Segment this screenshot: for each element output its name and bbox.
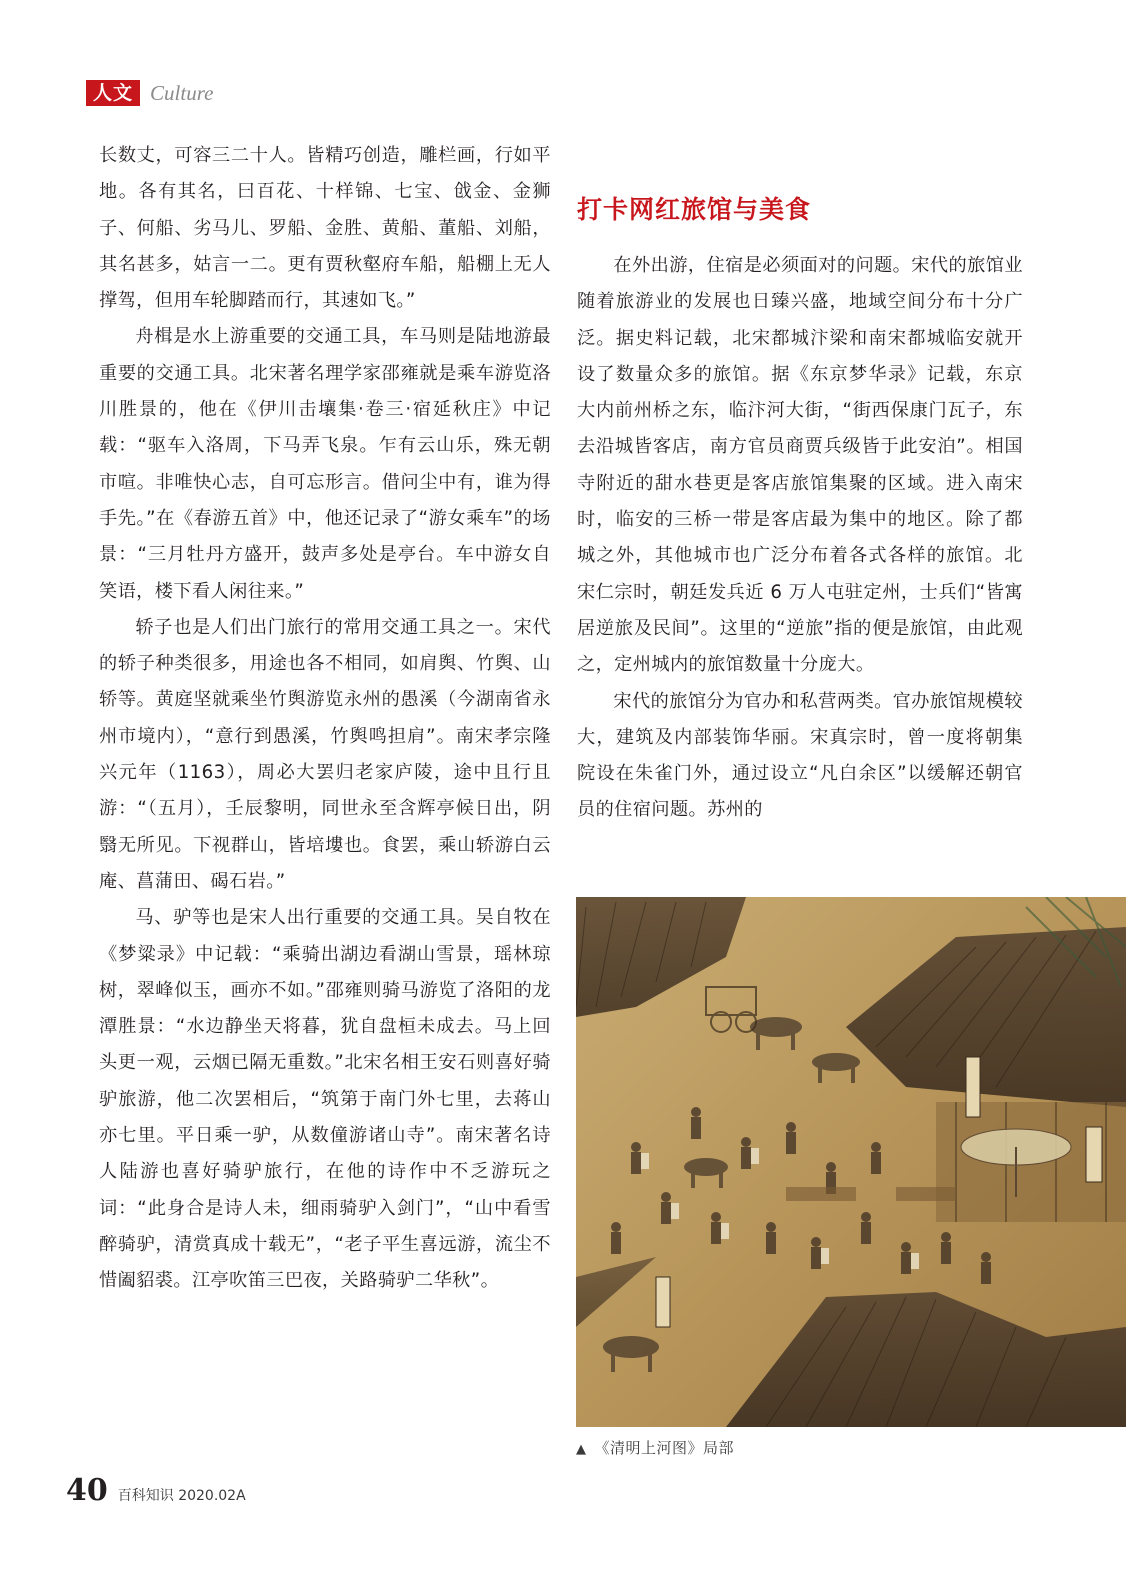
page-footer: [66, 1473, 246, 1508]
right-column: [577, 248, 1023, 829]
section-heading: 打卡网红旅馆与美食: [577, 195, 812, 224]
paragraph: 马、驴等也是宋人出行重要的交通工具。吴自牧在《梦粱录》中记载：“乘骑出湖边看湖山雪景，瑶林琼树，翠峰似玉，画亦不如。”邵雍则骑马游览了洛阳的龙潭胜景：“水边静坐天将暮，犹自盘桓未成去。马上回头更一观，云烟已隔无重数。”北宋名相王安石则喜好骑驴旅游，他二次罢相后，“筑第于南门外七里，去蒋山亦七里。平日乘一驴，从数僮游诸山寺”。南宋著名诗人陆游也喜好骑驴旅行，在他的诗作中不乏游玩之词：“此身合是诗人未，细雨骑驴入剑门”，“山中看雪醉骑驴，清赏真成十载无”，“老子平生喜远游，流尘不惜阖貂裘。江亭吹笛三巴夜，关路骑驴二华秋”。: [99, 907, 551, 1292]
section-label-cn: 人文: [86, 80, 140, 106]
paragraph: 舟楫是水上游重要的交通工具，车马则是陆地游最重要的交通工具。北宋著名理学家邵雍就是乘车游览洛川胜景的，他在《伊川击壤集·卷三·宿延秋庄》中记载：“驱车入洛周，下马弄飞泉。乍有云山乐，殊无朝市喧。非唯快心志，自可忘形言。借问尘中有，谁为得手先。”在《春游五首》中，他还记录了“游女乘车”的场景：“三月牡丹方盛开，鼓声多处是亭台。车中游女自笑语，楼下看人闲往来。”: [99, 326, 551, 602]
paragraph: 宋代的旅馆分为官办和私营两类。官办旅馆规模较大，建筑及内部装饰华丽。宋真宗时，曾一度将朝集院设在朱雀门外，通过设立“凡白余区”以缓解还朝官员的住宿问题。苏州的: [577, 690, 1023, 821]
left-column: [99, 138, 551, 1300]
paragraph: 在外出游，住宿是必须面对的问题。宋代的旅馆业随着旅游业的发展也日臻兴盛，地域空间分布十分广泛。据史料记载，北宋都城汴梁和南宋都城临安就开设了数量众多的旅馆。据《东京梦华录》记载，东京大内前州桥之东，临汴河大街，“街西保康门瓦子，东去沿城皆客店，南方官员商贾兵级皆于此安泊”。相国寺附近的甜水巷更是客店旅馆集聚的区域。进入南宋时，临安的三桥一带是客店最为集中的地区。除了都城之外，其他城市也广泛分布着各式各样的旅馆。北宋仁宗时，朝廷发兵近 6 万人屯驻定州，士兵们“皆寓居逆旅及民间”。这里的“逆旅”指的便是旅馆，由此观之，定州城内的旅馆数量十分庞大。: [577, 255, 1023, 676]
magazine-issue: 百科知识 2020.02A: [117, 1488, 246, 1504]
triangle-marker-icon: ▲: [576, 1442, 587, 1457]
page-number: 40: [66, 1473, 108, 1508]
caption-text: 《清明上河图》局部: [594, 1439, 735, 1457]
section-tag: [86, 80, 213, 106]
paragraph: 轿子也是人们出门旅行的常用交通工具之一。宋代的轿子种类很多，用途也各不相同，如肩舆、竹舆、山轿等。黄庭坚就乘坐竹舆游览永州的愚溪（今湖南省永州市境内），“意行到愚溪，竹舆鸣担肩”。南宋孝宗隆兴元年（1163），周必大罢归老家庐陵，途中且行且游：“（五月），壬辰黎明，同世永至含辉亭候日出，阴翳无所见。下视群山，皆培塿也。食罢，乘山轿游白云庵、菖蒲田、碣石岩。”: [99, 616, 551, 892]
paragraph: 长数丈，可容三二十人。皆精巧创造，雕栏画，行如平地。各有其名，曰百花、十样锦、七宝、戗金、金狮子、何船、劣马儿、罗船、金胜、黄船、董船、刘船，其名甚多，姑言一二。更有贾秋壑府车船，船棚上无人撑驾，但用车轮脚踏而行，其速如飞。”: [99, 145, 551, 312]
section-label-en: Culture: [150, 80, 214, 105]
figure-caption: [576, 1437, 734, 1458]
qingming-painting-image: [576, 897, 1126, 1427]
